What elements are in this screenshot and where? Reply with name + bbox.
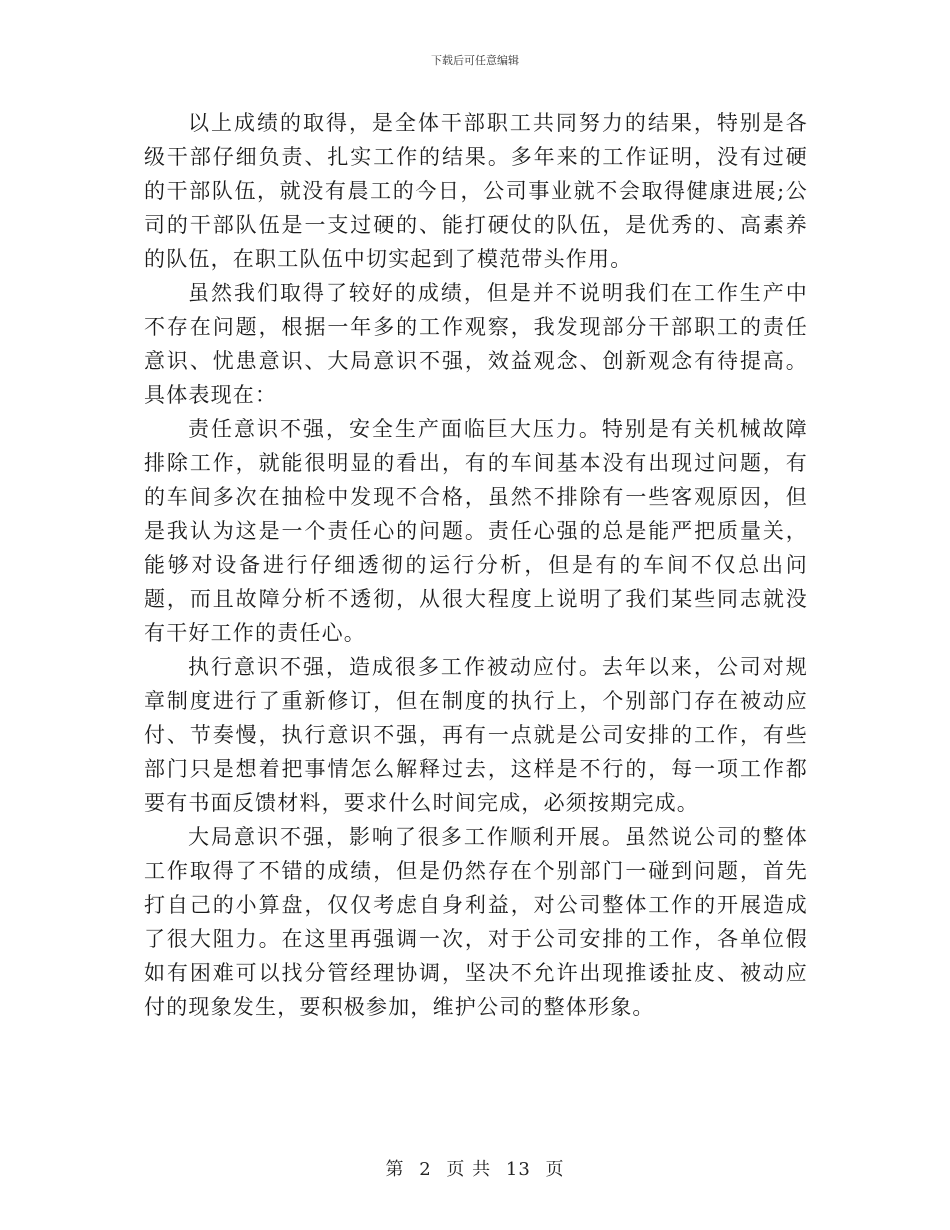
paragraph: 大局意识不强，影响了很多工作顺利开展。虽然说公司的整体工作取得了不错的成绩，但是仍然存在个别部门一碰到问题，首先打自己的小算盘，仅仅考虑自身利益，对公司整体工作的开展造成了很大阻力。在这里再强调一次，对于公司安排的工作，各单位假如有困难可以找分管经理协调，坚决不允许出现推诿扯皮、被动应付的现象发生，要积极参加，维护公司的整体形象。 bbox=[144, 825, 808, 1019]
paragraph: 虽然我们取得了较好的成绩，但是并不说明我们在工作生产中不存在问题，根据一年多的工作观察，我发现部分干部职工的责任意识、忧患意识、大局意识不强，效益观念、创新观念有待提高。具体表现在： bbox=[144, 281, 808, 407]
page-header-note: 下载后可任意编辑 bbox=[431, 54, 519, 67]
current-page-number: 2 bbox=[419, 1159, 432, 1180]
paragraph: 以上成绩的取得，是全体干部职工共同努力的结果，特别是各级干部仔细负责、扎实工作的结果。多年来的工作证明，没有过硬的干部队伍，就没有晨工的今日，公司事业就不会取得健康进展;公司的干部队伍是一支过硬的、能打硬仗的队伍，是优秀的、高素养的队伍，在职工队伍中切实起到了模范带头作用。 bbox=[144, 111, 808, 271]
page-number-footer bbox=[0, 1155, 950, 1181]
footer-middle: 页 共 bbox=[446, 1159, 492, 1180]
total-pages-number: 13 bbox=[505, 1159, 531, 1180]
document-body bbox=[144, 106, 808, 1024]
paragraph: 责任意识不强，安全生产面临巨大压力。特别是有关机械故障排除工作，就能很明显的看出，有的车间基本没有出现过问题，有的车间多次在抽检中发现不合格，虽然不排除有一些客观原因，但是我认为这是一个责任心的问题。责任心强的总是能严把质量关，能够对设备进行仔细透彻的运行分析，但是有的车间不仅总出问题，而且故障分析不透彻，从很大程度上说明了我们某些同志就没有干好工作的责任心。 bbox=[144, 417, 808, 645]
footer-suffix: 页 bbox=[545, 1159, 565, 1180]
paragraph: 执行意识不强，造成很多工作被动应付。去年以来，公司对规章制度进行了重新修订，但在制度的执行上，个别部门存在被动应付、节奏慢，执行意识不强，再有一点就是公司安排的工作，有些部门只是想着把事情怎么解释过去，这样是不行的，每一项工作都要有书面反馈材料，要求什么时间完成，必须按期完成。 bbox=[144, 655, 808, 815]
footer-prefix: 第 bbox=[385, 1159, 405, 1180]
